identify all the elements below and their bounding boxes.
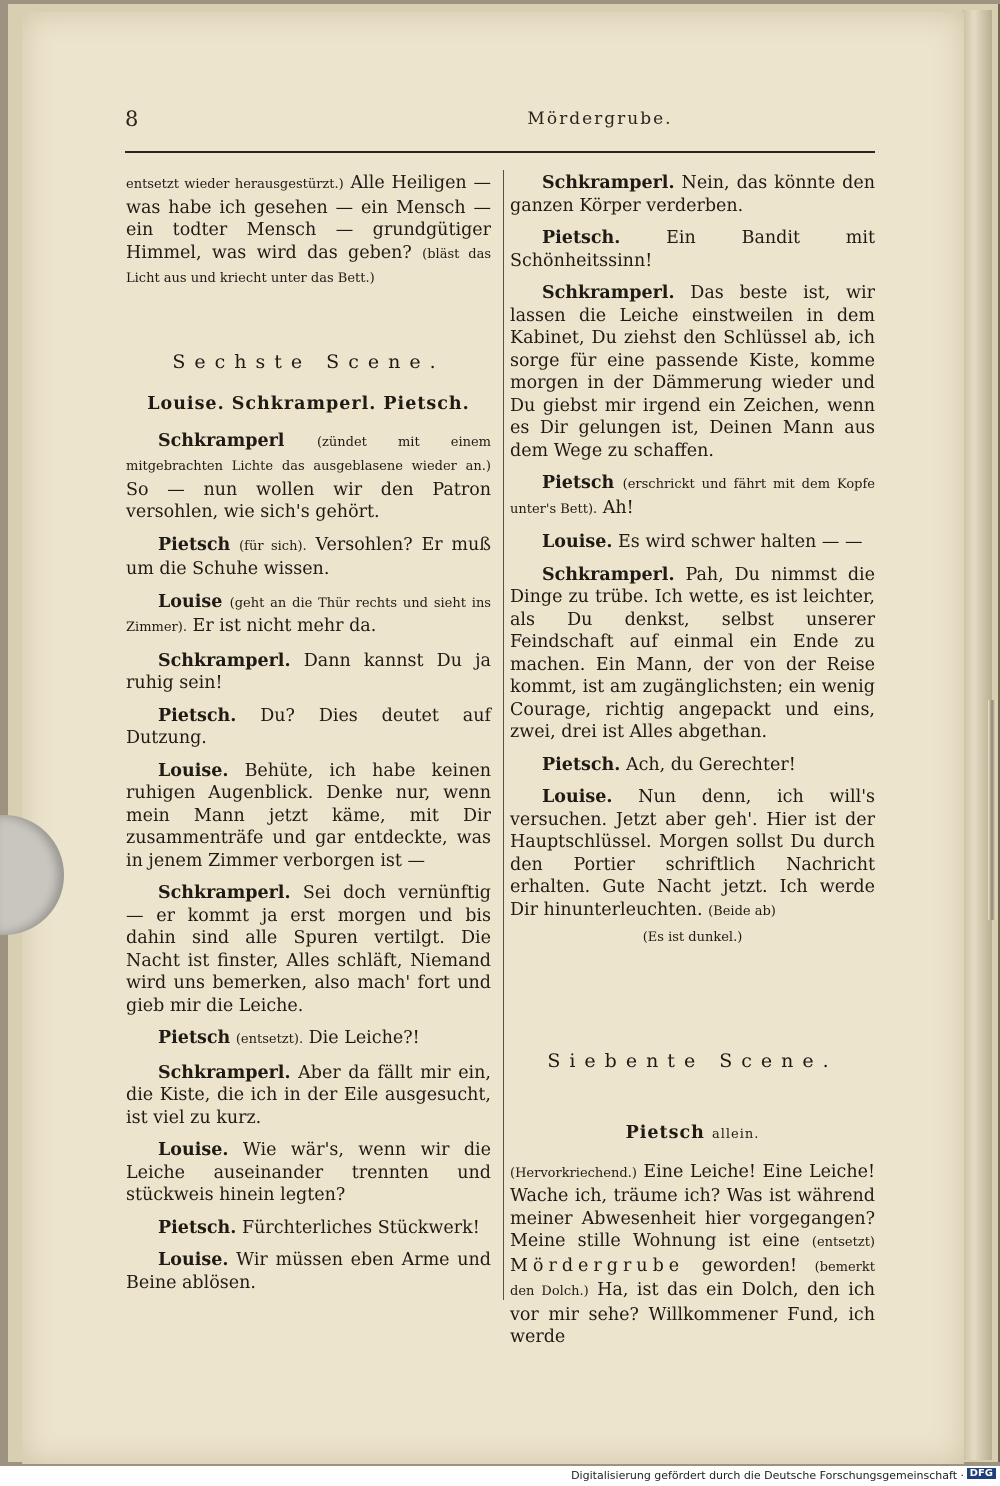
dialogue-text: Aber da fällt mir ein, die Kiste, die ich in der Eile ausgesucht, ist viel zu kurz. xyxy=(126,1062,491,1128)
cast-name: Pietsch xyxy=(625,1123,705,1143)
paragraph xyxy=(510,531,875,554)
digitization-credit: Digitalisierung gefördert durch die Deutsche Forschungsgemeinschaft · xyxy=(571,1469,964,1482)
speaker-name: Louise xyxy=(158,591,223,612)
dialogue-text: Du? Dies deutet auf Dutzung. xyxy=(126,705,491,748)
paragraph xyxy=(126,705,491,750)
speaker-name: Schkramperl. xyxy=(542,283,675,303)
stage-direction: (entsetzt) xyxy=(811,1235,875,1250)
paragraph xyxy=(126,650,491,695)
paragraph xyxy=(126,760,491,873)
dialogue-text: Nun denn, ich will's versuchen. Jetzt aber geh'. Hier ist der Hauptschlüssel. Morgen sollst Du durch den Portier schriftlich Nachricht erhalten. Gute Nacht jetzt. Ich werde Dir hinunterleuchten. xyxy=(510,787,875,920)
dfg-logo: DFG xyxy=(967,1468,996,1479)
scene-cast: Louise. Schkramperl. Pietsch. xyxy=(147,394,470,414)
speaker-name: Louise. xyxy=(158,760,229,781)
paragraph xyxy=(510,227,875,272)
cast-direction: allein. xyxy=(711,1127,760,1142)
speaker-name: Schkramperl. xyxy=(158,883,291,903)
page-number: 8 xyxy=(125,107,139,131)
paragraph xyxy=(510,172,875,217)
stage-direction: entsetzt wieder herausgestürzt.) xyxy=(126,177,344,192)
dialogue-text: Behüte, ich habe keinen ruhigen Augenblick. Denke nur, wenn mein Mann jetzt käme, mit Dir zusammenträfe und gar entdeckte, was in jenem Zimmer verborgen ist — xyxy=(126,760,491,871)
speaker-name: Louise. xyxy=(542,532,613,552)
emphasized-word: Mördergrube xyxy=(510,1255,685,1276)
dialogue-text: Das beste ist, wir lassen die Leiche einstweilen in dem Kabinet, Du ziehst den Schlüssel ab, ich sorge für eine passende Kiste, komme morgen in der Dämmerung wieder und Du giebst mir irgend ein Zeichen, wenn es Dir gelungen ist, Deinen Mann aus dem Wege zu schaffen. xyxy=(510,283,875,461)
speaker-name: Pietsch. xyxy=(542,228,621,248)
stage-direction: (bläst das Licht aus und kriecht unter das Bett.) xyxy=(126,246,491,286)
dialogue-text: Wir müssen eben Arme und Beine ablösen. xyxy=(126,1250,491,1293)
speaker-name: Louise. xyxy=(542,787,613,807)
stage-direction: (erschrickt und fährt mit dem Kopfe unter's Bett). xyxy=(510,477,875,517)
dialogue-text: Eine Leiche! Eine Leiche! Wache ich, träume ich? Was ist während meiner Abwesenheit hier vorgegangen? Meine stille Wohnung ist eine xyxy=(510,1161,875,1251)
paragraph xyxy=(510,1161,875,1349)
stage-direction: (Beide ab) xyxy=(708,903,776,919)
paragraph xyxy=(126,882,491,1017)
paragraph xyxy=(126,1217,491,1240)
paragraph xyxy=(126,172,491,291)
header-rule xyxy=(125,151,875,153)
paragraph xyxy=(126,430,491,524)
dialogue-text: Ha, ist das ein Dolch, den ich vor mir sehe? Willkommener Fund, ich werde xyxy=(510,1280,875,1347)
dialogue-text: Alle Heiligen — was habe ich gesehen — ein Mensch — ein todter Mensch — grundgütiger Himmel, was wird das geben? xyxy=(126,173,491,263)
speaker-name: Pietsch xyxy=(158,534,231,555)
paragraph xyxy=(126,1062,491,1130)
column-divider xyxy=(503,170,504,1300)
paragraph xyxy=(510,282,875,462)
paragraph xyxy=(510,472,875,521)
dialogue-text: Ah! xyxy=(602,497,634,518)
scene-title: Sechste Scene. xyxy=(172,350,445,373)
speaker-name: Schkramperl xyxy=(158,430,285,451)
dialogue-text: Dann kannst Du ja ruhig sein! xyxy=(126,650,491,693)
scene-title: Siebente Scene. xyxy=(547,1049,838,1072)
paragraph xyxy=(126,1027,491,1052)
paragraph xyxy=(126,1249,491,1294)
speaker-name: Pietsch xyxy=(158,1028,231,1048)
dialogue-text: Ein Bandit mit Schönheitssinn! xyxy=(510,228,875,271)
dialogue-text: Nein, das könnte den ganzen Körper verderben. xyxy=(510,173,875,216)
stage-direction: (für sich). xyxy=(239,538,307,554)
right-column xyxy=(510,172,875,1359)
page-header xyxy=(125,107,875,147)
speaker-name: Pietsch. xyxy=(158,1217,237,1238)
dialogue-text: Pah, Du nimmst die Dinge zu trübe. Ich wette, es ist leichter, als Du denkst, selbst unserer Feindschaft auf einmal ein Ende zu machen. Ein Mann, der von der Reise kommt, ist am zugänglichsten; ein wenig Courage, richtig angepackt und eins, zwei, drei ist Alles abgethan. xyxy=(510,564,875,742)
paragraph xyxy=(126,1139,491,1207)
paragraph xyxy=(126,534,491,581)
paragraph xyxy=(510,564,875,744)
stage-direction: (zündet mit einem mitgebrachten Lichte das ausgeblasene wieder an.) xyxy=(126,434,491,474)
scene-cast xyxy=(510,1122,875,1147)
dialogue-text: Die Leiche?! xyxy=(308,1028,420,1048)
fold-mark xyxy=(988,700,996,920)
dialogue-text: Er ist nicht mehr da. xyxy=(192,616,377,636)
dialogue-text: Versohlen? Er muß um die Schuhe wissen. xyxy=(126,534,491,579)
dialogue-text: geworden! xyxy=(701,1255,798,1276)
paragraph xyxy=(126,591,491,640)
stage-direction: (Hervorkriechend.) xyxy=(510,1165,637,1181)
dialogue-text: Es wird schwer halten — — xyxy=(618,532,863,552)
speaker-name: Schkramperl. xyxy=(542,564,675,585)
speaker-name: Schkramperl. xyxy=(158,1062,291,1083)
speaker-name: Pietsch. xyxy=(158,705,237,726)
stage-direction: (entsetzt). xyxy=(235,1032,304,1047)
dialogue-text: Ach, du Gerechter! xyxy=(625,754,796,775)
speaker-name: Schkramperl. xyxy=(542,173,675,193)
stage-direction: (bemerkt den Dolch.) xyxy=(510,1259,875,1299)
stage-direction: (Es ist dunkel.) xyxy=(642,930,743,945)
stage-direction: (geht an die Thür rechts und sieht ins Zimmer). xyxy=(126,595,491,635)
speaker-name: Louise. xyxy=(158,1140,229,1160)
speaker-name: Louise. xyxy=(158,1250,229,1270)
paragraph xyxy=(510,786,875,923)
running-title: Mördergrube. xyxy=(527,109,673,129)
left-column xyxy=(126,172,491,1304)
paragraph xyxy=(510,754,875,777)
dialogue-text: Fürchterliches Stückwerk! xyxy=(241,1217,480,1238)
speaker-name: Schkramperl. xyxy=(158,650,291,671)
dialogue-text: Wie wär's, wenn wir die Leiche auseinander trennten und stückweis hinein legten? xyxy=(126,1140,491,1205)
dialogue-text: So — nun wollen wir den Patron versohlen, wie sich's gehört. xyxy=(126,479,491,522)
dialogue-text: Sei doch vernünftig — er kommt ja erst morgen und bis dahin sind alle Spuren vertilgt. Die Nacht ist finster, Alles schläft, Niemand wird uns bemerken, also mach' fort und gieb mir die Leiche. xyxy=(126,883,491,1016)
speaker-name: Pietsch. xyxy=(542,754,621,775)
speaker-name: Pietsch xyxy=(542,473,615,493)
